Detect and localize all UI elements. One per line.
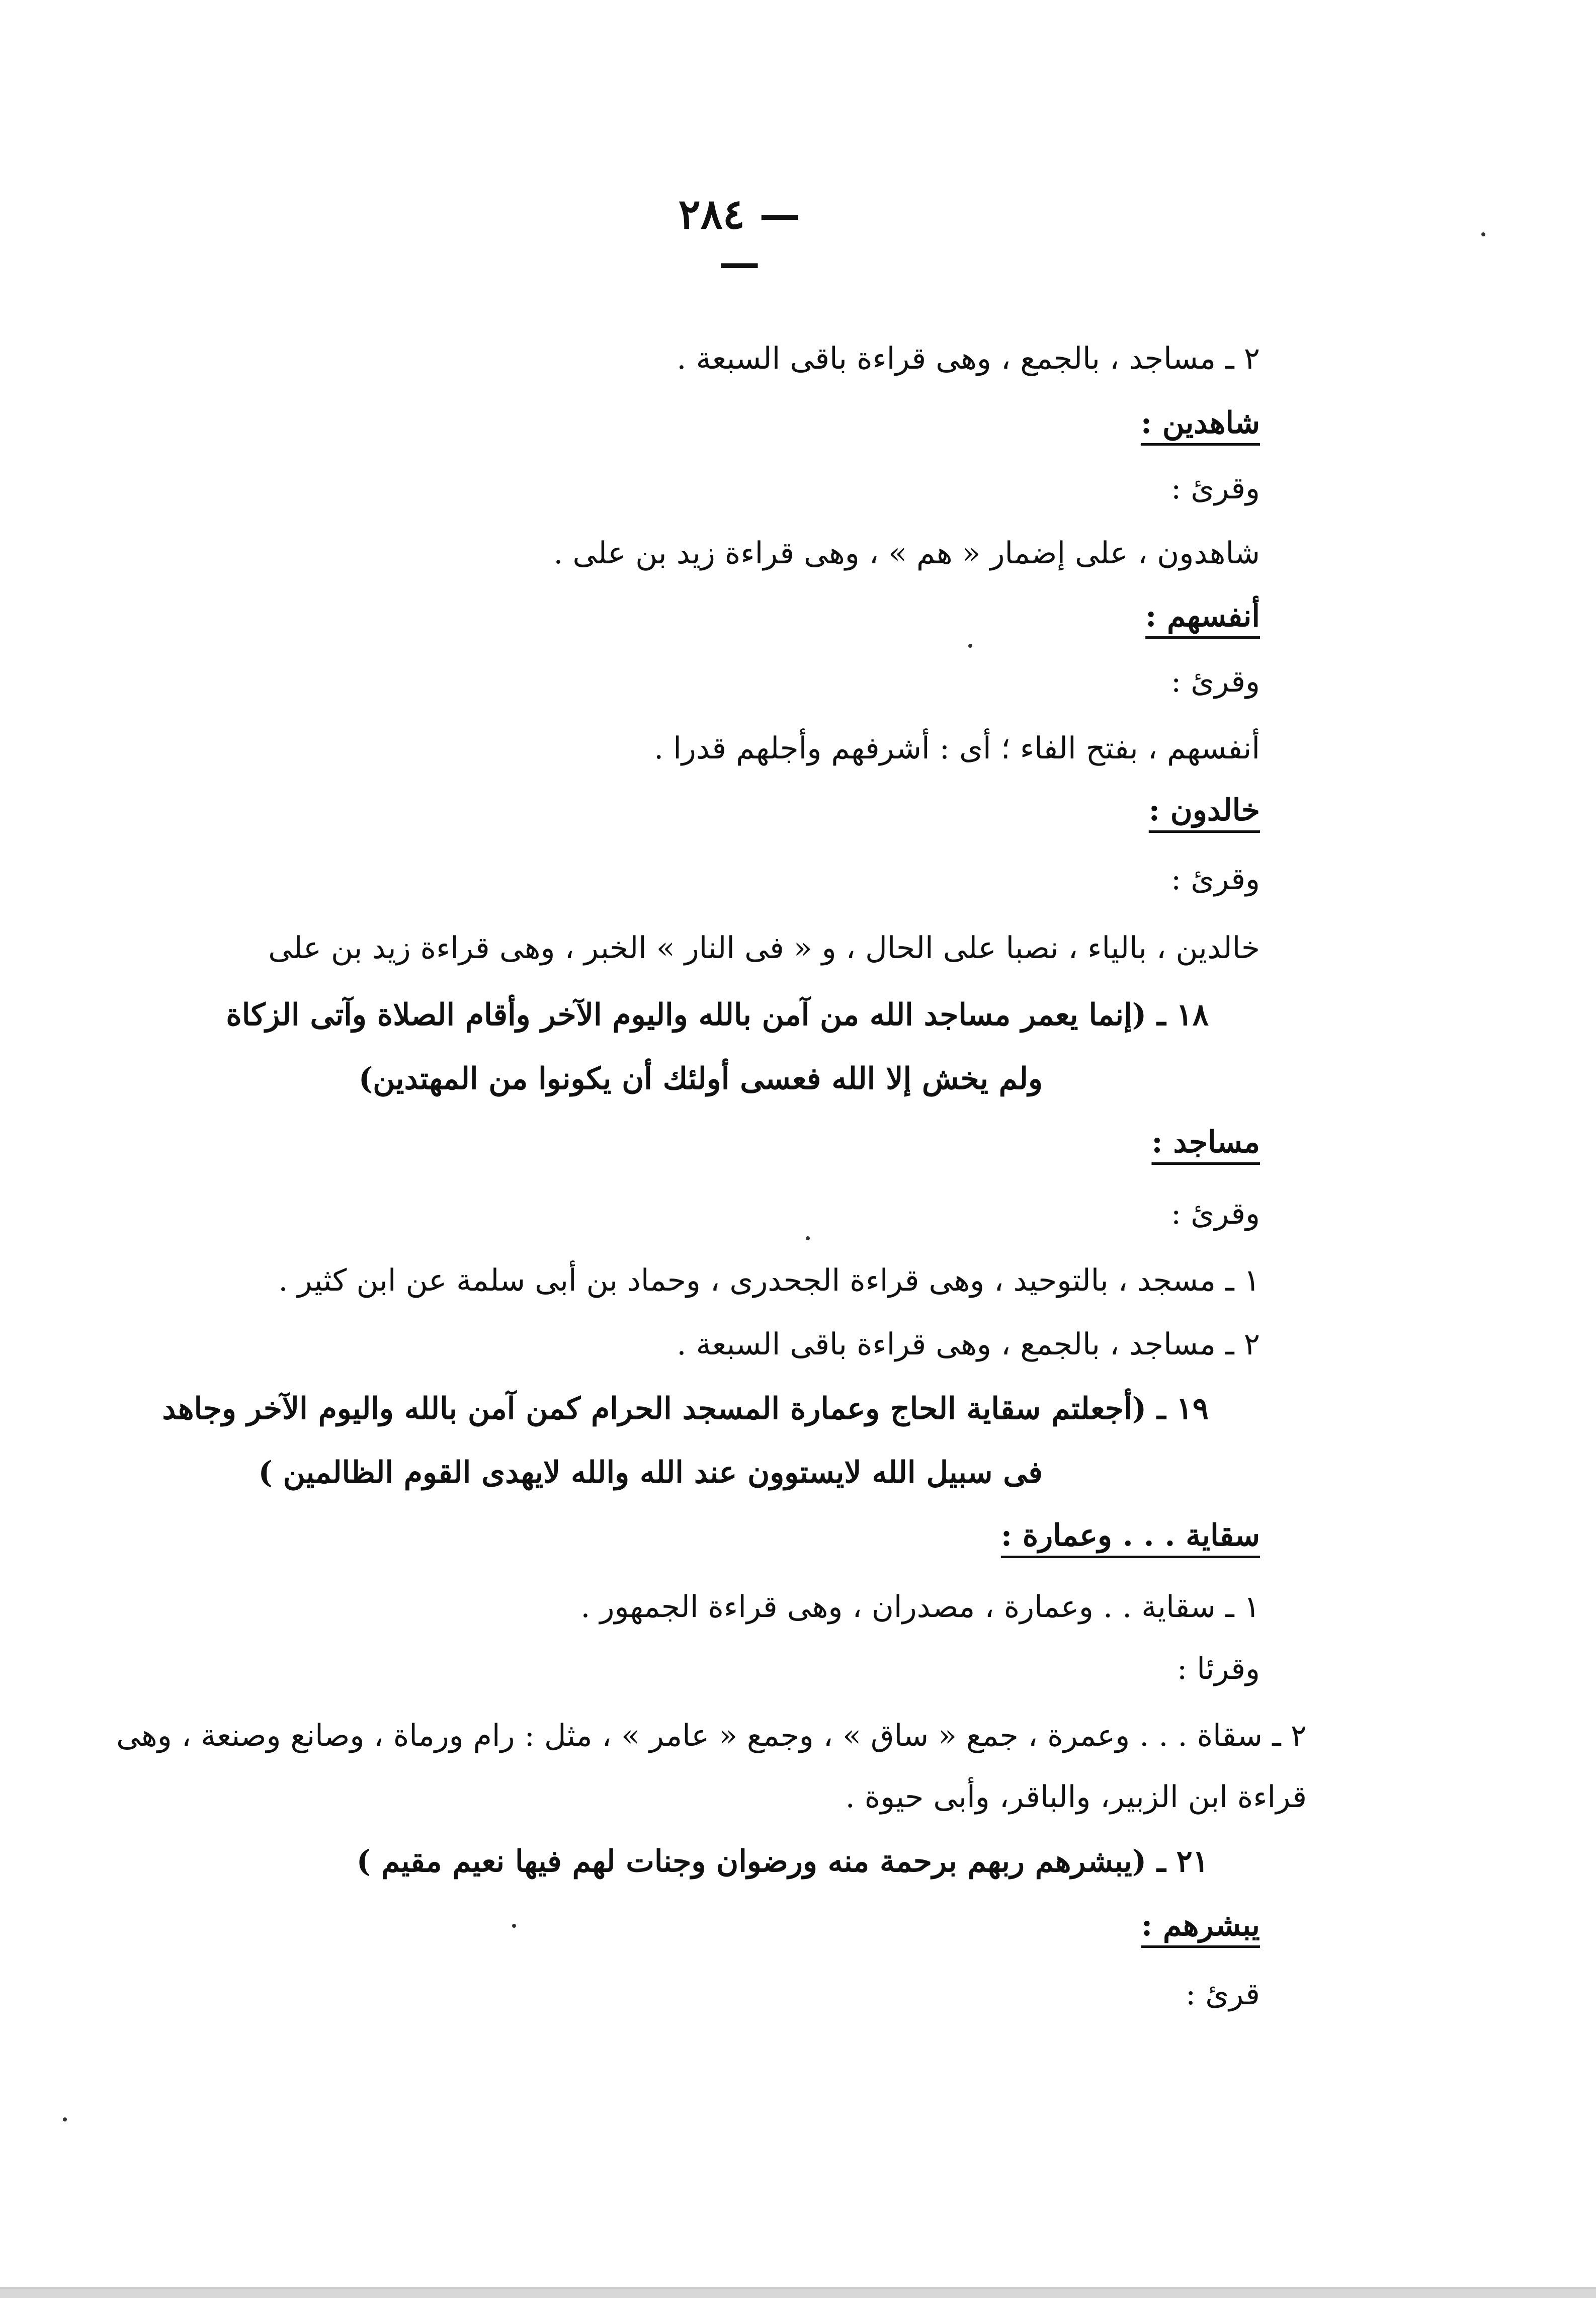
text-line: خالدين ، بالياء ، نصبا على الحال ، و « فى النار » الخبر ، وهى قراءة زيد بن على xyxy=(268,930,1260,966)
section-heading: أنفسهم : xyxy=(1145,599,1260,634)
text-line: وقرئا : xyxy=(1177,1651,1260,1686)
section-heading: مساجد : xyxy=(1151,1125,1260,1160)
scan-speck xyxy=(63,2117,67,2121)
page-number: — ٢٨٤ — xyxy=(678,190,801,287)
scan-speck xyxy=(968,644,972,648)
text-line: وقرئ : xyxy=(1170,471,1260,506)
section-heading: يبشرهم : xyxy=(1141,1908,1260,1943)
verse-line: فى سبيل الله لايستوون عند الله والله لايهدى القوم الظالمين ) xyxy=(258,1455,1043,1490)
text-line: قرئ : xyxy=(1185,1977,1260,2012)
text-line: شاهدون ، على إضمار « هم » ، وهى قراءة زيد بن على . xyxy=(553,536,1260,571)
section-heading: خالدون : xyxy=(1148,793,1260,828)
text-line: ١ ـ سقاية . . وعمارة ، مصدران ، وهى قراءة الجمهور . xyxy=(580,1589,1260,1625)
text-line: قراءة ابن الزبير، والباقر، وأبى حيوة . xyxy=(845,1779,1307,1815)
text-line: ٢ ـ مساجد ، بالجمع ، وهى قراءة باقى السبعة . xyxy=(677,341,1260,376)
scan-speck xyxy=(1481,232,1485,236)
verse-line: ولم يخش إلا الله فعسى أولئك أن يكونوا من المهتدين) xyxy=(358,1061,1043,1096)
text-line: وقرئ : xyxy=(1170,664,1260,699)
scan-speck xyxy=(512,1924,516,1928)
section-heading: شاهدين : xyxy=(1140,405,1260,441)
verse-line: ١٩ ـ (أجعلتم سقاية الحاج وعمارة المسجد الحرام كمن آمن بالله واليوم الآخر وجاهد xyxy=(162,1391,1209,1426)
text-line: وقرئ : xyxy=(1170,862,1260,897)
text-line: ٢ ـ سقاة . . . وعمرة ، جمع « ساق » ، وجمع « عامر » ، مثل : رام ورماة ، وصانع وصنعة ، وهى xyxy=(116,1718,1307,1753)
text-line: وقرئ : xyxy=(1170,1196,1260,1231)
section-heading: سقاية . . . وعمارة : xyxy=(1000,1518,1260,1553)
text-line: ٢ ـ مساجد ، بالجمع ، وهى قراءة باقى السبعة . xyxy=(677,1327,1260,1362)
text-line: ١ ـ مسجد ، بالتوحيد ، وهى قراءة الجحدرى ، وحماد بن أبى سلمة عن ابن كثير . xyxy=(278,1263,1260,1298)
scan-speck xyxy=(806,1236,810,1240)
text-line: أنفسهم ، بفتح الفاء ؛ أى : أشرفهم وأجلهم قدرا . xyxy=(654,731,1260,766)
verse-line: ١٨ ـ (إنما يعمر مساجد الله من آمن بالله واليوم الآخر وأقام الصلاة وآتى الزكاة xyxy=(226,997,1209,1033)
viewer-bottom-bar xyxy=(0,2287,1596,2298)
verse-line: ٢١ ـ (يبشرهم ربهم برحمة منه ورضوان وجنات لهم فيها نعيم مقيم ) xyxy=(356,1844,1209,1879)
